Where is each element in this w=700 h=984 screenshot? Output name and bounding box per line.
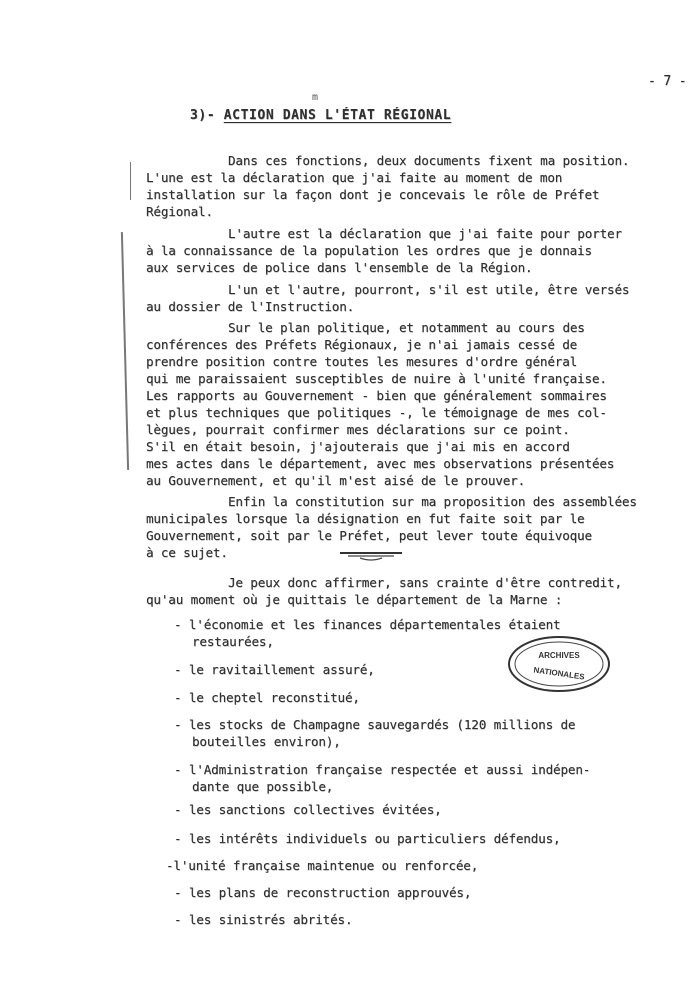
paragraph-line: à ce sujet. xyxy=(146,545,228,560)
paragraph-line: aux services de police dans l'ensemble de la Région. xyxy=(146,260,533,275)
paragraph-line: municipales lorsque la désignation en fut faite soit par le xyxy=(146,511,585,526)
paragraph-line: L'une est la déclaration que j'ai faite au moment de mon xyxy=(146,170,563,185)
list-item-line: - l'économie et les finances départementales étaient xyxy=(174,617,561,632)
paragraph-line: qui me paraissaient susceptibles de nuire à l'unité française. xyxy=(146,371,607,386)
list-item-line: - l'Administration française respectée et aussi indépen- xyxy=(174,762,591,777)
paragraph-line: et plus techniques que politiques -, le témoignage de mes col- xyxy=(146,405,607,420)
paragraph-line: mes actes dans le département, avec mes observations présentées xyxy=(146,456,615,471)
page-number: - 7 - xyxy=(648,74,687,89)
paragraph-line: au dossier de l'Instruction. xyxy=(146,299,355,314)
paragraph-line: Les rapports au Gouvernement - bien que généralement sommaires xyxy=(146,388,607,403)
list-item-line: restaurées, xyxy=(192,634,274,649)
paragraph-line: Gouvernement, soit par le Préfet, peut lever toute équivoque xyxy=(146,528,592,543)
paragraph-line: S'il en était besoin, j'ajouterais que j'ai mis en accord xyxy=(146,439,570,454)
paragraph-line: Régional. xyxy=(146,204,213,219)
stamp-bottom-text: NATIONALES xyxy=(532,665,586,682)
margin-bracket-2 xyxy=(121,232,129,470)
list-item-line: - les sanctions collectives évitées, xyxy=(174,802,442,817)
list-item-line: - les stocks de Champagne sauvegardés (120 millions de xyxy=(174,717,576,732)
paragraph-line: installation sur la façon dont je concevais le rôle de Préfet xyxy=(146,187,600,202)
paragraph-line: à la connaissance de la population les ordres que je donnais xyxy=(146,243,592,258)
paragraph-line: Sur le plan politique, et notamment au cours des xyxy=(228,320,585,335)
section-title: ACTION DANS L'ÉTAT RÉGIONAL xyxy=(223,108,452,123)
list-item-line: - les sinistrés abrités. xyxy=(174,912,353,927)
paragraph-line: Enfin la constitution sur ma proposition des assemblées xyxy=(228,494,637,509)
paragraph-line: L'autre est la déclaration que j'ai faite pour porter xyxy=(228,226,622,241)
paragraph-line: prendre position contre toutes les mesures d'ordre général xyxy=(146,354,578,369)
section-number: 3)- xyxy=(190,108,216,123)
list-item-line: bouteilles environ), xyxy=(192,734,341,749)
section-heading xyxy=(190,108,451,123)
paragraph-line: L'un et l'autre, pourront, s'il est utile, être versés xyxy=(228,282,630,297)
archives-stamp xyxy=(506,634,612,694)
stamp-top-text: ARCHIVES xyxy=(538,651,580,660)
list-item-line: -l'unité française maintenue ou renforcée, xyxy=(166,858,479,873)
paragraph-line: au Gouvernement, et qu'il m'est aisé de le prouver. xyxy=(146,473,526,488)
paragraph-line: qu'au moment où je quittais le département de la Marne : xyxy=(146,592,563,607)
separator-ornament xyxy=(338,548,404,562)
handwritten-mark: m xyxy=(312,92,319,103)
paragraph-line: lègues, pourrait confirmer mes déclarations sur ce point. xyxy=(146,422,570,437)
list-item-line: - le cheptel reconstitué, xyxy=(174,690,360,705)
margin-bracket-1 xyxy=(130,162,131,200)
paragraph-line: conférences des Préfets Régionaux, je n'ai jamais cessé de xyxy=(146,337,578,352)
list-item-line: - le ravitaillement assuré, xyxy=(174,662,375,677)
list-item-line: - les intérêts individuels ou particuliers défendus, xyxy=(174,831,561,846)
paragraph-line: Dans ces fonctions, deux documents fixent ma position. xyxy=(228,153,630,168)
list-item-line: dante que possible, xyxy=(192,779,334,794)
list-item-line: - les plans de reconstruction approuvés, xyxy=(174,885,472,900)
paragraph-line: Je peux donc affirmer, sans crainte d'être contredit, xyxy=(228,575,622,590)
